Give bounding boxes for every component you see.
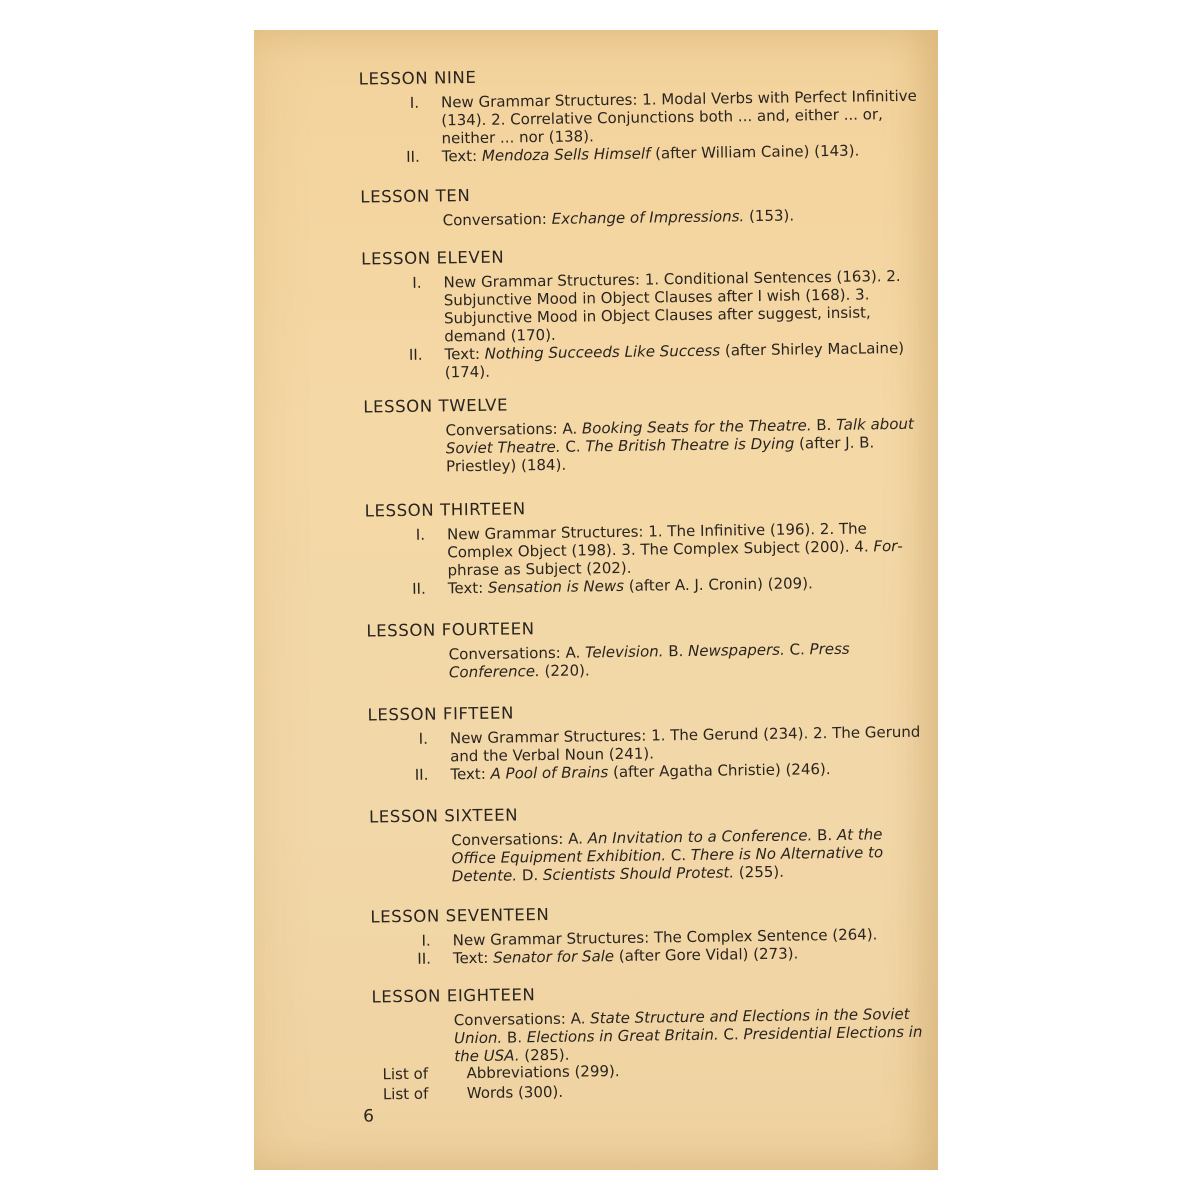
lesson-heading: LESSON FIFTEEN	[367, 703, 515, 725]
item-text: New Grammar Structures: The Complex Sentence (264).	[452, 925, 878, 950]
item-text: Text: Senator for Sale (after Gore Vidal) (273).	[452, 944, 799, 968]
lesson-eleven	[361, 241, 923, 383]
conversation-text: Conversations: A. An Invitation to a Conference. B. At the Office Equipment Exhibition. C. There is No Alternative to Detente. D. Scientists Should Protest. (255).	[451, 825, 884, 886]
item-text: Text: Sensation is News (after A. J. Cronin) (209).	[447, 574, 813, 598]
lesson-heading: LESSON TEN	[360, 185, 471, 207]
page-number: 6	[363, 1106, 375, 1127]
lesson-heading: LESSON NINE	[358, 67, 477, 89]
list-label: List of	[382, 1064, 429, 1084]
item-text: Text: Nothing Succeeds Like Success (after Shirley MacLaine) (174).	[444, 338, 905, 382]
lesson-heading: LESSON THIRTEEN	[364, 499, 526, 521]
lesson-heading: LESSON SEVENTEEN	[370, 904, 550, 927]
lesson-ten	[360, 179, 921, 231]
item-number: I.	[421, 931, 431, 950]
item-text: New Grammar Structures: 1. The Infinitive (196). 2. The Complex Object (198). 3. The Complex Subject (200). 4. For-phrase as Subject (202).	[446, 519, 903, 580]
lesson-item	[362, 339, 922, 383]
conversation-text: Conversation: Exchange of Impressions. (153).	[442, 206, 795, 230]
lesson-seventeen	[370, 899, 931, 969]
lesson-sixteen	[369, 799, 930, 887]
appendix-list	[382, 1056, 938, 1104]
item-text: Text: A Pool of Brains (after Agatha Christie) (246).	[450, 760, 831, 784]
conversation-text: Conversations: A. Booking Seats for the Theatre. B. Talk about Soviet Theatre. C. The British Theatre is Dying (after J. B. Priestley) (184).	[445, 414, 914, 476]
lesson-item	[359, 87, 920, 149]
list-text: Abbreviations (299).	[466, 1061, 620, 1083]
lesson-nine	[359, 61, 920, 167]
lesson-heading: LESSON EIGHTEEN	[371, 985, 536, 1007]
lesson-heading: LESSON ELEVEN	[361, 247, 505, 269]
item-text: New Grammar Structures: 1. The Gerund (234). 2. The Gerund and the Verbal Noun (241).	[449, 722, 921, 766]
lesson-heading: LESSON SIXTEEN	[368, 805, 519, 827]
lesson-thirteen	[365, 493, 926, 599]
item-text: New Grammar Structures: 1. Conditional Sentences (163). 2. Subjunctive Mood in Object Clauses after I wish (168). 3. Subjunctive Mood in Object Clauses after suggest, insist, demand (170).	[443, 266, 901, 346]
item-number: I.	[418, 729, 429, 748]
lesson-item	[365, 519, 926, 581]
table-of-contents	[254, 30, 938, 1170]
lesson-twelve	[363, 389, 924, 477]
item-number: I.	[409, 93, 420, 112]
item-text: New Grammar Structures: 1. Modal Verbs with Perfect Infinitive (134). 2. Correlative Conjunctions both ... and, either ... or, neither ... nor (138).	[440, 86, 917, 148]
item-number: II.	[412, 579, 426, 598]
conversation-text: Conversations: A. State Structure and Elections in the Soviet Union. B. Elections in Great Britain. C. Presidential Elections in the USA. (285).	[453, 1004, 923, 1066]
lesson-fourteen	[366, 613, 927, 683]
lesson-heading: LESSON TWELVE	[363, 395, 509, 417]
item-number: I.	[412, 273, 422, 292]
item-number: II.	[406, 147, 420, 166]
lesson-eighteen	[371, 979, 932, 1067]
list-label: List of	[382, 1084, 429, 1104]
conversation-text: Conversations: A. Television. B. Newspapers. C. Press Conference. (220).	[448, 639, 850, 682]
item-number: II.	[414, 765, 429, 784]
item-number: II.	[408, 345, 423, 364]
lesson-heading: LESSON FOURTEEN	[366, 619, 535, 641]
item-number: II.	[417, 949, 432, 968]
lesson-fifteen	[367, 697, 928, 785]
lesson-item	[361, 267, 922, 347]
list-text: Words (300).	[466, 1082, 564, 1103]
item-text: Text: Mendoza Sells Himself (after William Caine) (143).	[441, 141, 860, 166]
item-number: I.	[415, 525, 426, 544]
book-page	[254, 30, 938, 1170]
